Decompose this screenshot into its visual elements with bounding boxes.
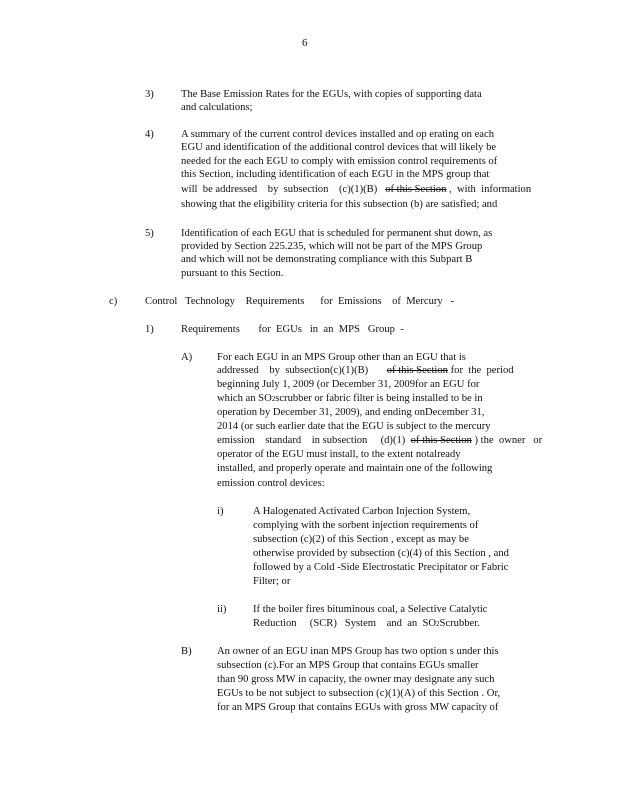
para-b-line-3: than 90 gross MW in capacity, the owner may designate any such <box>217 674 495 685</box>
item-3-line-2: and calculations; <box>181 102 253 113</box>
text-run: Reduction (SCR) System and an SO <box>253 618 437 629</box>
sub-i-line-6: Filter; or <box>253 576 291 587</box>
item-4-line-5 <box>181 183 531 196</box>
para-a-line-9: installed, and properly operate and maintain one of the following <box>217 463 493 474</box>
sub-ii-label: ii) <box>217 604 227 615</box>
item-5-label: 5) <box>145 228 154 239</box>
req-1-label: 1) <box>145 324 154 335</box>
subscript: 2 <box>436 620 440 628</box>
item-3-line-1: The Base Emission Rates for the EGUs, with copies of supporting data <box>181 89 482 100</box>
struck-text: of this Section <box>385 184 447 195</box>
text-run: , with information <box>446 184 532 195</box>
para-a-line-5: operation by December 31, 2009), and ending onDecember 31, <box>217 407 485 418</box>
item-3-label: 3) <box>145 89 154 100</box>
text-run: emission standard in subsection (d)(1) <box>217 435 411 446</box>
item-4-line-4: this Section, including identification of each EGU in the MPS group that <box>181 169 490 180</box>
sub-i-line-3: subsection (c)(2) of this Section , except as may be <box>253 534 469 545</box>
item-4-line-3: needed for the each EGU to comply with emission control requirements of <box>181 156 498 167</box>
para-b-line-5: for an MPS Group that contains EGUs with gross MW capacity of <box>217 702 499 713</box>
text-run: ) the owner or <box>471 435 543 446</box>
text-run: which an SO <box>217 393 272 404</box>
para-a-line-6: 2014 (or such earlier date that the EGU is subject to the mercury <box>217 421 491 432</box>
para-a-label: A) <box>181 352 193 363</box>
para-b-label: B) <box>181 646 192 657</box>
sub-ii-line-1: If the boiler fires bituminous coal, a Selective Catalytic <box>253 604 488 615</box>
item-4-line-6: showing that the eligibility criteria for this subsection (b) are satisfied; and <box>181 199 498 210</box>
item-4-label: 4) <box>145 129 154 140</box>
subscript: 2 <box>271 395 276 403</box>
para-a-line-10: emission control devices: <box>217 478 325 489</box>
text-run: Scrubber. <box>439 618 480 629</box>
sub-i-line-2: complying with the sorbent injection requirements of <box>253 520 479 531</box>
section-c-title: Control Technology Requirements for Emissions of Mercury - <box>145 296 455 307</box>
page-number: 6 <box>302 37 308 49</box>
para-a-line-8: operator of the EGU must install, to the extent notalready <box>217 449 461 460</box>
para-a-line-7 <box>217 434 542 447</box>
text-run: scrubber or fabric filter is being installed to be in <box>275 393 483 404</box>
item-5-line-4: pursuant to this Section. <box>181 268 284 279</box>
struck-text: of this Section <box>386 365 448 376</box>
para-a-line-1: For each EGU in an MPS Group other than an EGU that is <box>217 352 466 363</box>
text-run: addressed by subsection(c)(1)(B) <box>217 365 387 376</box>
item-5-line-2: provided by Section 225.235, which will not be part of the MPS Group <box>181 241 483 252</box>
req-1-title: Requirements for EGUs in an MPS Group - <box>181 324 404 335</box>
section-c-label: c) <box>109 296 118 307</box>
sub-i-line-1: A Halogenated Activated Carbon Injection System, <box>253 506 471 517</box>
item-4-line-1: A summary of the current control devices installed and op erating on each <box>181 129 495 140</box>
para-a-line-4 <box>217 392 483 406</box>
item-5-line-3: and which will not be demonstrating compliance with this Subpart B <box>181 254 473 265</box>
sub-i-line-5: followed by a Cold -Side Electrostatic Precipitator or Fabric <box>253 562 509 573</box>
para-a-line-2 <box>217 364 514 377</box>
text-run: for the period <box>447 365 514 376</box>
text-run: will be addressed by subsection (c)(1)(B) <box>181 184 386 195</box>
sub-i-line-4: otherwise provided by subsection (c)(4) of this Section , and <box>253 548 509 559</box>
para-a-line-3: beginning July 1, 2009 (or December 31, 2009for an EGU for <box>217 379 480 390</box>
para-b-line-2: subsection (c).For an MPS Group that contains EGUs smaller <box>217 660 479 671</box>
struck-text: of this Section <box>410 435 472 446</box>
item-5-line-1: Identification of each EGU that is scheduled for permanent shut down, as <box>181 228 493 239</box>
item-4-line-2: EGU and identification of the additional control devices that will likely be <box>181 142 497 153</box>
para-b-line-1: An owner of an EGU inan MPS Group has two option s under this <box>217 646 499 657</box>
sub-i-label: i) <box>217 506 224 517</box>
para-b-line-4: EGUs to be not subject to subsection (c)(1)(A) of this Section . Or, <box>217 688 501 699</box>
sub-ii-line-2 <box>253 617 480 631</box>
